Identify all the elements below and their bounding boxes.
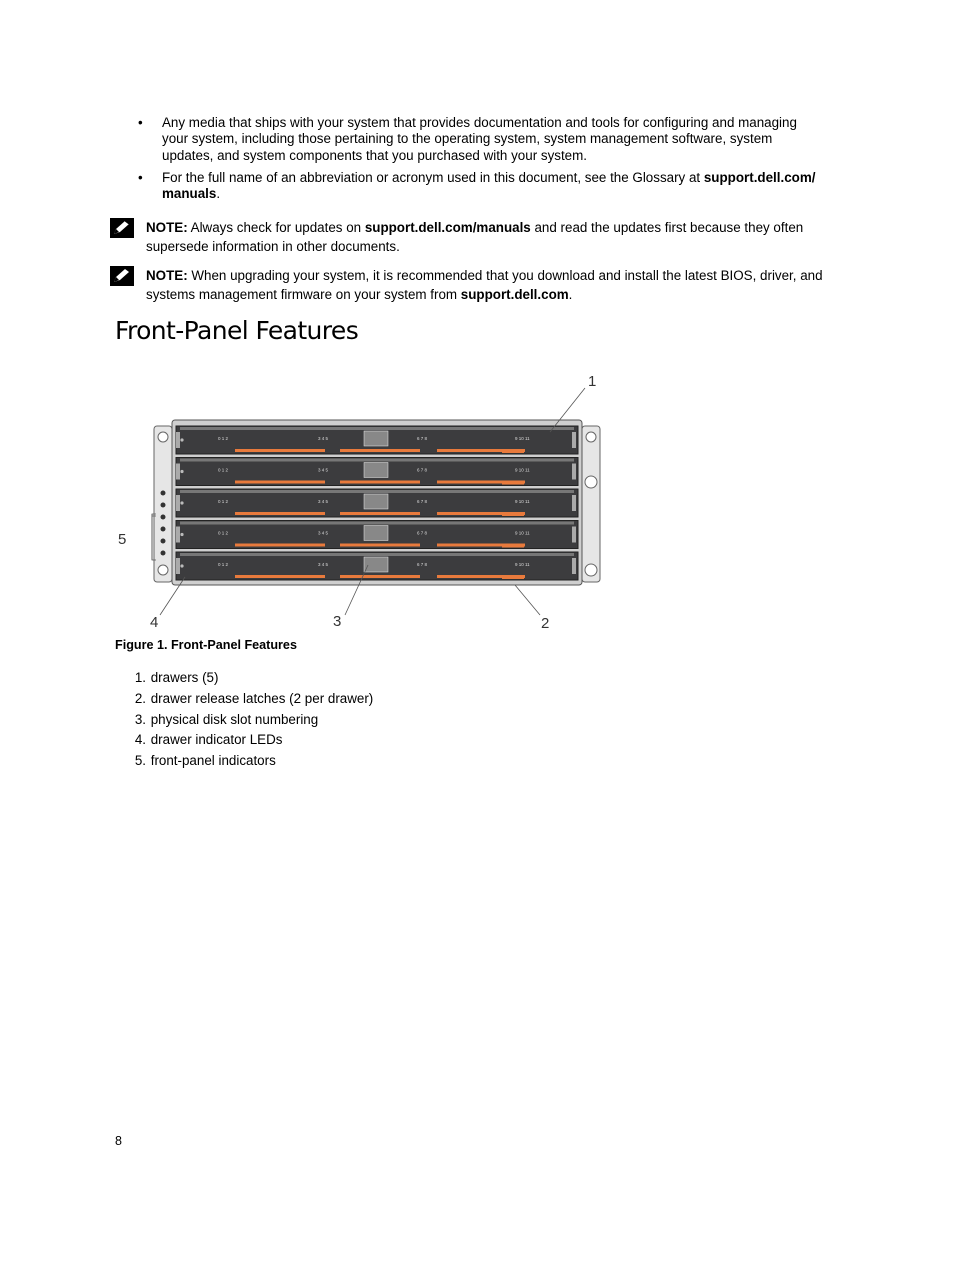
drawer-orange-strip [340, 449, 420, 452]
drawer-handle [176, 464, 180, 480]
page-number: 8 [115, 1134, 122, 1148]
disk-slot-number: 0 1 2 [218, 499, 229, 504]
disk-slot-map [364, 463, 388, 478]
legend-item [112, 689, 373, 710]
disk-slot-number: 0 1 2 [218, 467, 229, 473]
disk-slot-number: 9 10 11 [515, 530, 530, 536]
legend-number: 3. [134, 711, 146, 727]
drawer-orange-strip [340, 575, 420, 578]
drawer-indicator-led [180, 533, 183, 536]
rack-ear-hole [158, 432, 168, 442]
rack-ear-hole [585, 476, 597, 488]
drawer-edge [180, 522, 574, 525]
bullet-text: Any media that ships with your system that provides documentation and tools for configuring and managing your system, including those pertaining to the operating system, system management software, system updates, and system components that you purchased with your system. [162, 115, 797, 163]
legend-text: drawer indicator LEDs [150, 732, 283, 748]
disk-slot-number: 3 4 5 [318, 530, 329, 536]
glossary-link[interactable]: support.dell.com/ manuals [162, 170, 816, 202]
note-pencil-icon [110, 218, 134, 238]
drawer-orange-strip [235, 512, 325, 515]
bullet-dot: • [138, 115, 143, 130]
drawer-indicator-led [180, 438, 183, 441]
note-label: NOTE: [146, 220, 188, 235]
disk-slot-number: 6 7 8 [417, 562, 428, 567]
note-text [146, 266, 826, 304]
drawer-handle [572, 495, 576, 511]
legend-item [112, 730, 373, 751]
disk-slot-number: 6 7 8 [417, 499, 428, 504]
disk-slot-map [364, 557, 388, 572]
rack-ear-hole [585, 564, 597, 576]
drawer-release-latch [502, 481, 524, 485]
bullet-text-part: For the full name of an abbreviation or acronym used in this document, see the Glossary at [162, 170, 704, 185]
figure-caption: Figure 1. Front-Panel Features [115, 638, 297, 652]
drawer-release-latch [502, 512, 524, 516]
disk-slot-number: 9 10 11 [515, 499, 530, 504]
legend-number: 2. [134, 690, 146, 706]
drawer-orange-strip [340, 544, 420, 547]
drawer-handle [572, 558, 576, 574]
legend-text: drawers (5) [150, 670, 219, 685]
disk-slot-number: 6 7 8 [417, 467, 428, 473]
drawer-release-latch [502, 575, 524, 579]
legend-item [112, 668, 373, 689]
disk-slot-map [364, 431, 388, 446]
drawer-orange-strip [235, 449, 325, 452]
note-text-part: . [568, 287, 573, 302]
note-text [146, 218, 826, 256]
legend-number: 4. [134, 732, 146, 748]
note-text-part: When upgrading your system, it is recommended that you download and install the latest BIOS, driver, and systems management firmware on your system from [146, 268, 823, 302]
legend-number: 1. [134, 670, 146, 685]
rack-ear-hole [586, 432, 596, 442]
note-pencil-icon [110, 266, 134, 286]
drawer-edge [180, 427, 574, 430]
right-rack-ear [582, 426, 600, 582]
disk-slot-number: 3 4 5 [318, 436, 329, 441]
callout-5: 5 [118, 531, 127, 548]
note-text-part: Always check for updates on [187, 220, 365, 235]
manuals-link[interactable]: support.dell.com/manuals [364, 220, 531, 235]
callout-line-2 [515, 585, 540, 615]
drawer-indicator-led [180, 564, 183, 567]
drawer-handle [176, 527, 180, 543]
drawer-edge [180, 490, 574, 493]
disk-slot-number: 3 4 5 [318, 562, 329, 567]
section-title: Front-Panel Features [115, 316, 359, 345]
legend-number: 5. [134, 753, 146, 769]
drawer-orange-strip [235, 544, 325, 547]
callout-2: 2 [541, 615, 550, 632]
drawer-edge [180, 459, 574, 462]
callout-3: 3 [333, 613, 342, 630]
legend-item [112, 751, 373, 772]
drawer-indicator-led [180, 501, 183, 504]
disk-slot-map [364, 494, 388, 509]
disk-slot-number: 9 10 11 [515, 436, 530, 441]
figure-legend [112, 668, 373, 772]
support-link[interactable]: support.dell.com [460, 287, 569, 302]
disk-slot-number: 0 1 2 [218, 436, 229, 441]
rack-ear-hole [158, 565, 168, 575]
legend-text: physical disk slot numbering [150, 711, 319, 727]
disk-slot-number: 0 1 2 [218, 530, 229, 536]
disk-slot-number: 9 10 11 [515, 562, 530, 567]
legend-text: front-panel indicators [150, 753, 276, 769]
drawers-group [176, 426, 578, 580]
drawer-orange-strip [235, 575, 325, 578]
drawer-handle [176, 495, 180, 511]
bullet-text-part: . [216, 186, 221, 202]
legend-item [112, 710, 373, 731]
disk-slot-number: 3 4 5 [318, 499, 329, 504]
disk-slot-number: 3 4 5 [318, 467, 329, 473]
note-label: NOTE: [146, 268, 188, 283]
drawer-handle [176, 558, 180, 574]
bullet-text [162, 170, 822, 203]
drawer-indicator-led [180, 470, 183, 473]
drawer-handle [572, 464, 576, 480]
drawer-handle [572, 527, 576, 543]
drawer-release-latch [502, 544, 524, 548]
legend-text: drawer release latches (2 per drawer) [150, 690, 374, 706]
disk-slot-number: 9 10 11 [515, 467, 530, 473]
drawer-orange-strip [340, 481, 420, 484]
callout-4: 4 [150, 614, 159, 631]
disk-slot-number: 0 1 2 [218, 562, 229, 567]
bullet-dot: • [138, 170, 143, 185]
note-text-part: and read the updates first because they often supersede information in other documents. [146, 220, 804, 254]
drawer-orange-strip [235, 481, 325, 484]
drawer-edge [180, 553, 574, 556]
drawer-handle [176, 432, 180, 448]
drawer-handle [572, 432, 576, 448]
callout-1: 1 [588, 373, 597, 390]
disk-slot-number: 6 7 8 [417, 530, 428, 536]
disk-slot-map [364, 526, 388, 541]
drawer-release-latch [502, 449, 524, 453]
disk-slot-number: 6 7 8 [417, 436, 428, 441]
front-panel-figure [110, 360, 630, 635]
drawer-orange-strip [340, 512, 420, 515]
